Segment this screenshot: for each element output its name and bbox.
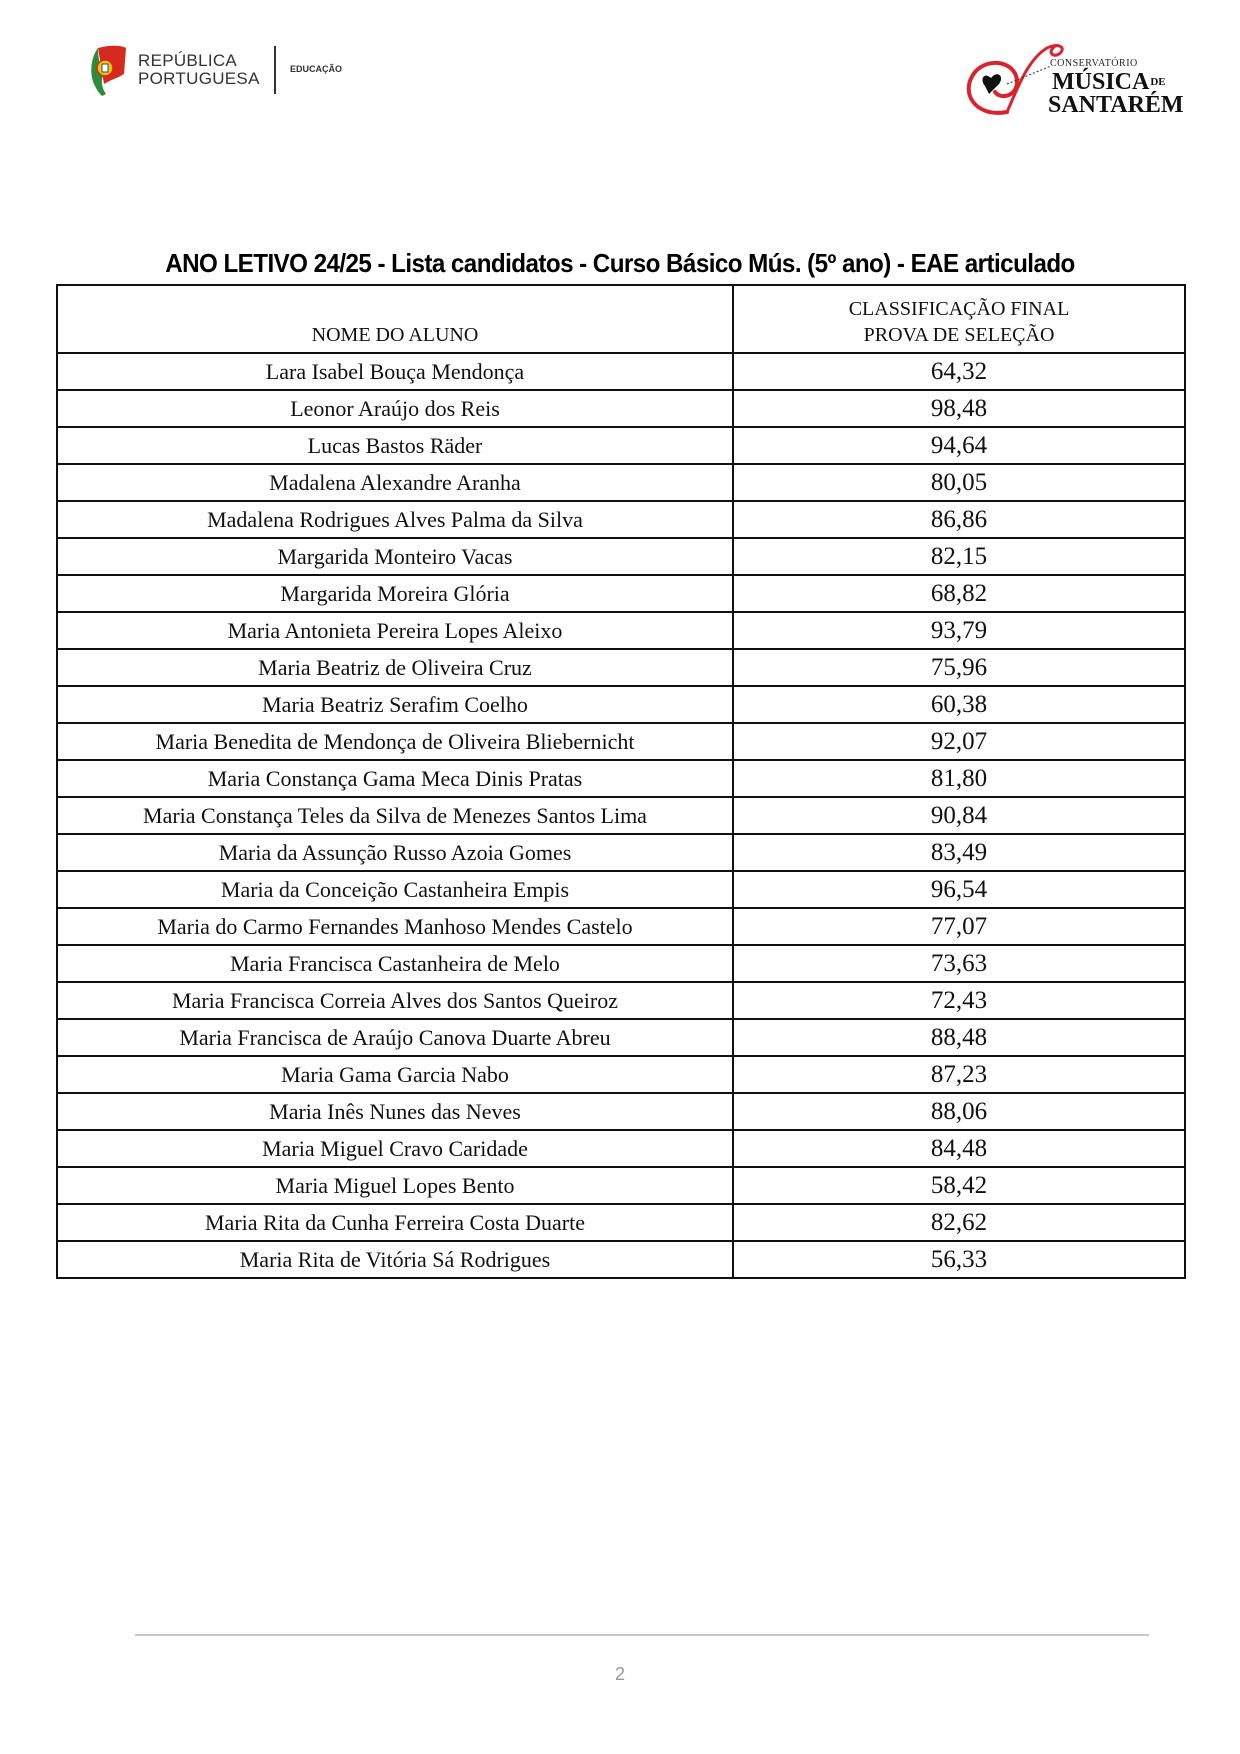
final-score-cell: 88,48 — [733, 1019, 1185, 1056]
table-row — [57, 908, 1185, 945]
final-score-cell: 94,64 — [733, 427, 1185, 464]
table-row — [57, 612, 1185, 649]
final-score-cell: 87,23 — [733, 1056, 1185, 1093]
table-row — [57, 1093, 1185, 1130]
table-row — [57, 797, 1185, 834]
final-score-cell: 60,38 — [733, 686, 1185, 723]
portuguese-flag-emblem-icon — [88, 44, 128, 96]
table-row — [57, 982, 1185, 1019]
final-score-cell: 77,07 — [733, 908, 1185, 945]
student-name-cell: Maria Rita de Vitória Sá Rodrigues — [57, 1241, 733, 1278]
final-score-cell: 81,80 — [733, 760, 1185, 797]
student-name-cell: Maria Miguel Cravo Caridade — [57, 1130, 733, 1167]
final-score-cell: 98,48 — [733, 390, 1185, 427]
table-row — [57, 945, 1185, 982]
final-score-cell: 82,15 — [733, 538, 1185, 575]
student-name-cell: Maria do Carmo Fernandes Manhoso Mendes Castelo — [57, 908, 733, 945]
final-score-cell: 90,84 — [733, 797, 1185, 834]
student-name-cell: Maria Beatriz de Oliveira Cruz — [57, 649, 733, 686]
student-name-cell: Maria Benedita de Mendonça de Oliveira Bliebernicht — [57, 723, 733, 760]
score-header-line2: PROVA DE SELEÇÃO — [863, 324, 1055, 346]
musica-label — [1052, 70, 1166, 94]
student-name-cell: Maria Inês Nunes das Neves — [57, 1093, 733, 1130]
table-row — [57, 686, 1185, 723]
document-title: ANO LETIVO 24/25 - Lista candidatos - Curso Básico Mús. (5º ano) - EAE articulado — [165, 248, 1075, 278]
student-name-cell: Madalena Rodrigues Alves Palma da Silva — [57, 501, 733, 538]
final-score-cell: 86,86 — [733, 501, 1185, 538]
rp-line1: REPÚBLICA — [138, 51, 238, 70]
table-row — [57, 390, 1185, 427]
student-name-cell: Maria Miguel Lopes Bento — [57, 1167, 733, 1204]
final-score-cell: 56,33 — [733, 1241, 1185, 1278]
final-score-cell: 83,49 — [733, 834, 1185, 871]
final-score-cell: 73,63 — [733, 945, 1185, 982]
table-row — [57, 1241, 1185, 1278]
student-name-cell: Maria Rita da Cunha Ferreira Costa Duarte — [57, 1204, 733, 1241]
rp-line2: PORTUGUESA — [138, 69, 260, 88]
table-row — [57, 575, 1185, 612]
santarem-label: SANTARÉM — [1048, 92, 1184, 118]
final-score-cell: 64,32 — [733, 353, 1185, 390]
student-name-cell: Maria da Conceição Castanheira Empis — [57, 871, 733, 908]
final-score-cell: 84,48 — [733, 1130, 1185, 1167]
table-row — [57, 1056, 1185, 1093]
republica-portuguesa-text — [138, 52, 260, 88]
table-row — [57, 1130, 1185, 1167]
table-row — [57, 464, 1185, 501]
table-row — [57, 649, 1185, 686]
student-name-cell: Margarida Moreira Glória — [57, 575, 733, 612]
final-score-cell: 82,62 — [733, 1204, 1185, 1241]
final-score-cell: 92,07 — [733, 723, 1185, 760]
table-row — [57, 871, 1185, 908]
student-name-cell: Maria Francisca Correia Alves dos Santos Queiroz — [57, 982, 733, 1019]
table-row — [57, 723, 1185, 760]
de-word: DE — [1150, 76, 1166, 88]
column-header-name: NOME DO ALUNO — [57, 285, 733, 353]
final-score-cell: 75,96 — [733, 649, 1185, 686]
table-header-row — [57, 285, 1185, 353]
final-score-cell: 80,05 — [733, 464, 1185, 501]
footer-divider — [135, 1634, 1149, 1636]
candidates-table — [56, 284, 1186, 1279]
table-row — [57, 834, 1185, 871]
table-row — [57, 501, 1185, 538]
student-name-cell: Lucas Bastos Räder — [57, 427, 733, 464]
table-row — [57, 1204, 1185, 1241]
student-name-cell: Maria Beatriz Serafim Coelho — [57, 686, 733, 723]
final-score-cell: 93,79 — [733, 612, 1185, 649]
page-number: 2 — [614, 1664, 625, 1684]
student-name-cell: Maria da Assunção Russo Azoia Gomes — [57, 834, 733, 871]
table-row — [57, 353, 1185, 390]
table-row — [57, 427, 1185, 464]
table-row — [57, 760, 1185, 797]
conservatorio-label: CONSERVATÓRIO — [1050, 58, 1138, 69]
student-name-cell: Lara Isabel Bouça Mendonça — [57, 353, 733, 390]
final-score-cell: 72,43 — [733, 982, 1185, 1019]
student-name-cell: Maria Gama Garcia Nabo — [57, 1056, 733, 1093]
student-name-cell: Maria Antonieta Pereira Lopes Aleixo — [57, 612, 733, 649]
final-score-cell: 88,06 — [733, 1093, 1185, 1130]
student-name-cell: Maria Francisca Castanheira de Melo — [57, 945, 733, 982]
republica-portuguesa-logo — [88, 44, 260, 96]
student-name-cell: Maria Constança Gama Meca Dinis Pratas — [57, 760, 733, 797]
student-name-cell: Maria Francisca de Araújo Canova Duarte Abreu — [57, 1019, 733, 1056]
logo-divider — [274, 46, 276, 94]
score-header-line1: CLASSIFICAÇÃO FINAL — [848, 298, 1070, 320]
column-header-score — [733, 285, 1185, 353]
department-label: EDUCAÇÃO — [290, 64, 343, 74]
musica-word: MÚSICA — [1052, 69, 1150, 95]
student-name-cell: Margarida Monteiro Vacas — [57, 538, 733, 575]
final-score-cell: 68,82 — [733, 575, 1185, 612]
table-row — [57, 1167, 1185, 1204]
student-name-cell: Madalena Alexandre Aranha — [57, 464, 733, 501]
student-name-cell: Leonor Araújo dos Reis — [57, 390, 733, 427]
table-row — [57, 538, 1185, 575]
table-row — [57, 1019, 1185, 1056]
final-score-cell: 96,54 — [733, 871, 1185, 908]
student-name-cell: Maria Constança Teles da Silva de Menezes Santos Lima — [57, 797, 733, 834]
final-score-cell: 58,42 — [733, 1167, 1185, 1204]
